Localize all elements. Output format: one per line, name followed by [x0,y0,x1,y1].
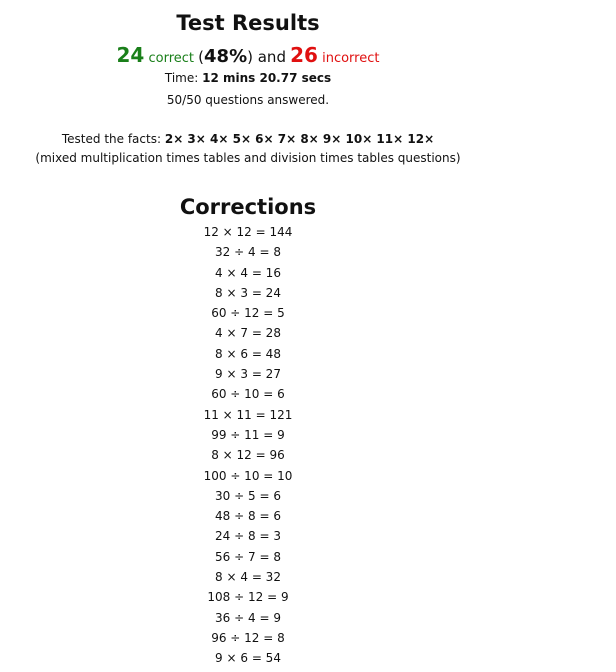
correction-item: 24 ÷ 8 = 3 [215,529,281,544]
page-title: Test Results [176,11,320,35]
score-percent: 48% [204,46,248,67]
correction-item: 8 × 4 = 32 [215,570,281,585]
time-value: 12 mins 20.77 secs [202,71,332,85]
tested-facts-list: 2× 3× 4× 5× 6× 7× 8× 9× 10× 11× 12× [164,132,435,146]
correction-item: 8 × 3 = 24 [215,285,281,300]
incorrect-count: 26 [290,43,318,67]
correction-item: 4 × 4 = 16 [215,265,281,280]
correction-item: 9 × 3 = 27 [215,367,281,382]
correction-item: 60 ÷ 12 = 5 [211,306,285,321]
correction-item: 96 ÷ 12 = 8 [211,630,285,645]
open-paren: ( [198,48,205,66]
correction-item: 48 ÷ 8 = 6 [215,509,281,524]
correct-count: 24 [116,43,145,67]
correction-item: 36 ÷ 4 = 9 [215,610,281,625]
correction-item: 12 × 12 = 144 [203,225,293,239]
correction-item: 9 × 6 = 54 [215,651,281,666]
correction-item: 32 ÷ 4 = 8 [215,245,281,260]
question-mix-note: (mixed multiplication times tables and division times tables questions) [35,151,461,165]
time-taken [0,69,496,87]
correction-item: 56 ÷ 7 = 8 [215,549,281,564]
correction-item: 30 ÷ 5 = 6 [215,488,281,503]
correction-item: 4 × 7 = 28 [215,326,281,341]
correction-item: 11 × 11 = 121 [203,407,293,422]
correction-item: 99 ÷ 11 = 9 [211,427,285,442]
time-label: Time: [164,71,199,85]
and-connector: ) and [247,48,286,66]
correction-item: 100 ÷ 10 = 10 [203,468,293,483]
tested-label: Tested the facts: [61,132,162,146]
correction-item: 8 × 12 = 96 [211,448,285,463]
correction-item: 8 × 6 = 48 [215,346,281,361]
corrections-list [0,222,496,669]
questions-answered: 50/50 questions answered. [166,93,330,107]
corrections-title: Corrections [179,195,317,219]
tested-facts [0,130,496,148]
correction-item: 60 ÷ 10 = 6 [211,387,285,402]
correction-item: 108 ÷ 12 = 9 [207,590,289,605]
correct-label: correct [148,51,195,66]
incorrect-label: incorrect [322,51,380,66]
